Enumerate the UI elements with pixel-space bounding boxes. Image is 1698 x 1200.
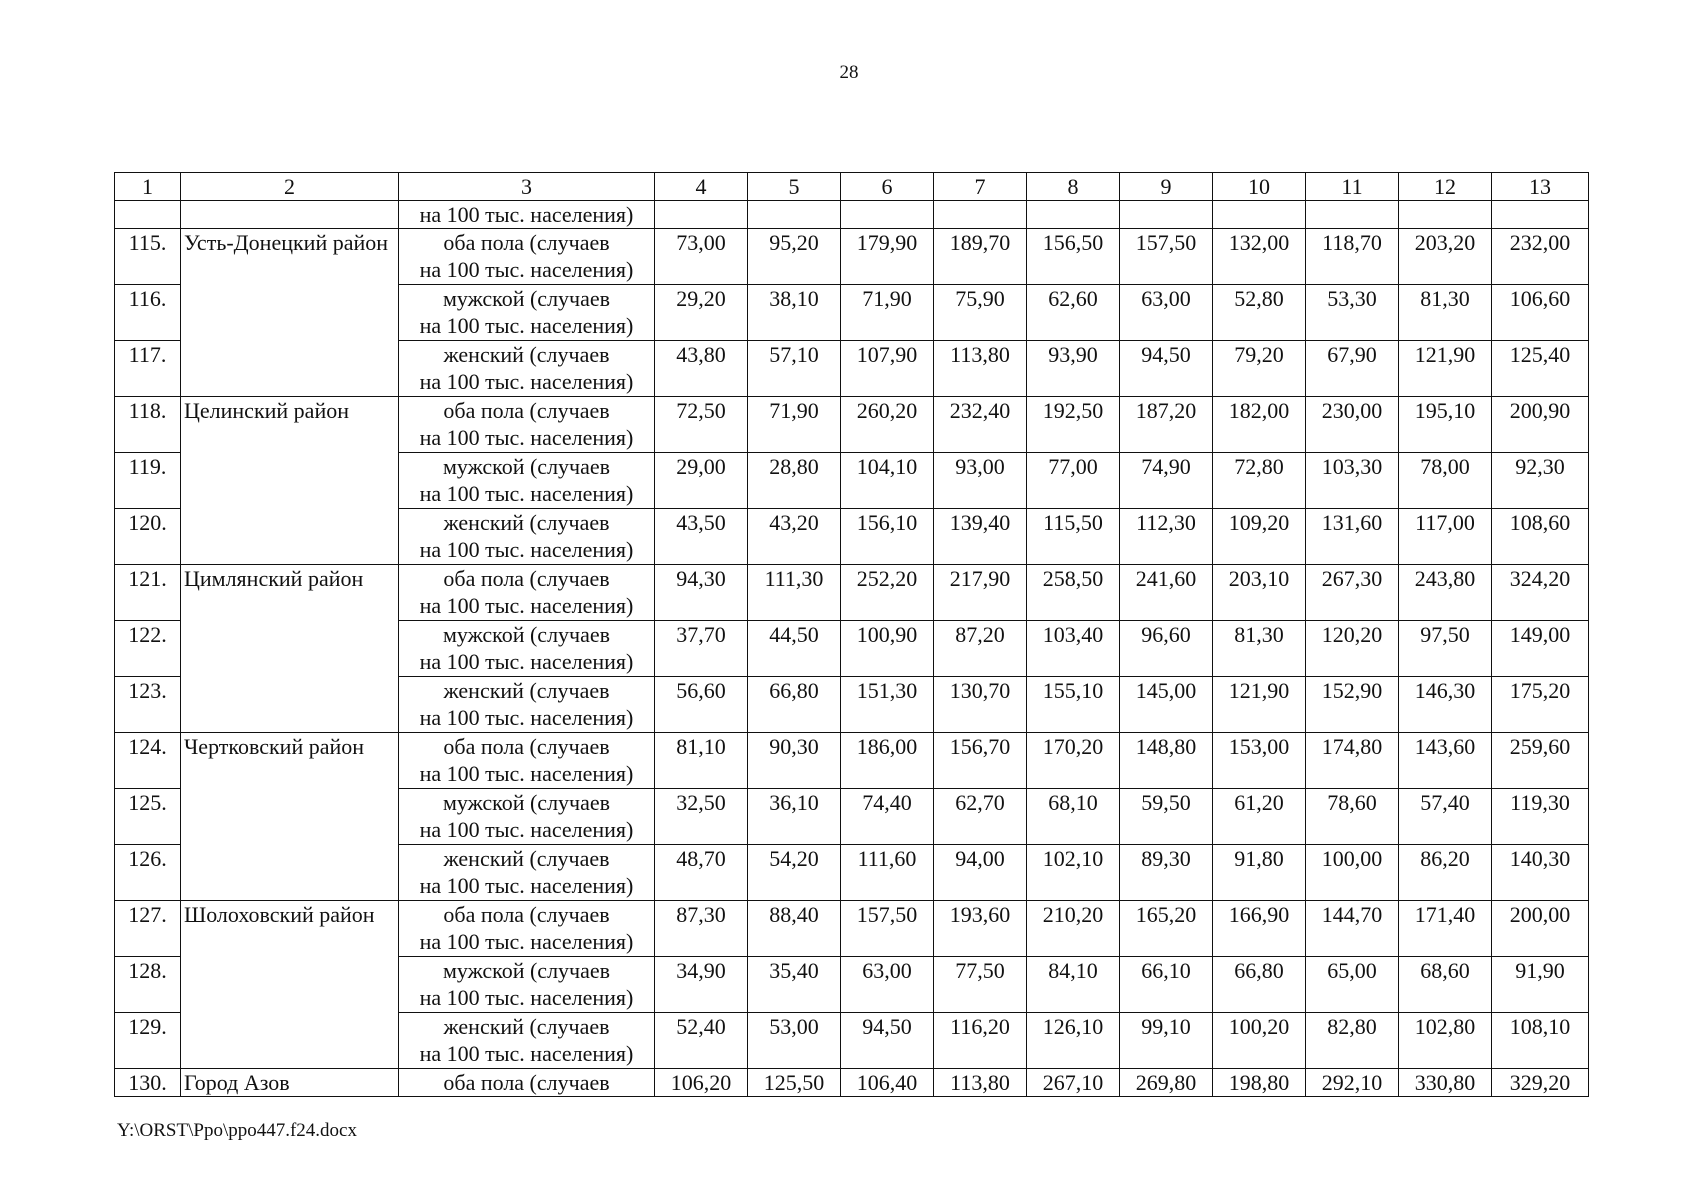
cell-value: 179,90 xyxy=(841,229,934,285)
cell-value: 44,50 xyxy=(748,621,841,677)
indicator-line: оба пола (случаев xyxy=(443,734,610,759)
cell-value: 63,00 xyxy=(1120,285,1213,341)
cell-value: 100,20 xyxy=(1213,1013,1306,1069)
cell-num: 116. xyxy=(115,285,181,341)
cell-value xyxy=(1027,201,1120,229)
cell-value xyxy=(841,201,934,229)
cell-num: 120. xyxy=(115,509,181,565)
indicator-line: на 100 тыс. населения) xyxy=(419,593,634,618)
cell-region: Цимлянский район xyxy=(181,565,399,733)
cell-value: 145,00 xyxy=(1120,677,1213,733)
column-header: 3 xyxy=(399,173,655,201)
cell-value: 95,20 xyxy=(748,229,841,285)
cell-indicator xyxy=(399,901,655,957)
table-row xyxy=(115,901,1589,957)
column-header: 13 xyxy=(1492,173,1589,201)
cell-value: 143,60 xyxy=(1399,733,1492,789)
cell-value: 68,10 xyxy=(1027,789,1120,845)
cell-value: 106,40 xyxy=(841,1069,934,1097)
indicator-line: женский (случаев xyxy=(443,846,610,871)
indicator-line: женский (случаев xyxy=(443,510,610,535)
cell-value: 113,80 xyxy=(934,341,1027,397)
indicator-line: на 100 тыс. населения) xyxy=(419,929,634,954)
cell-value: 93,90 xyxy=(1027,341,1120,397)
cell-value: 243,80 xyxy=(1399,565,1492,621)
cell-value: 203,10 xyxy=(1213,565,1306,621)
cell-num: 127. xyxy=(115,901,181,957)
indicator-line: мужской (случаев xyxy=(442,622,611,647)
cell-value: 148,80 xyxy=(1120,733,1213,789)
cell-num: 115. xyxy=(115,229,181,285)
cell-value: 115,50 xyxy=(1027,509,1120,565)
cell-value: 149,00 xyxy=(1492,621,1589,677)
cell-value: 53,00 xyxy=(748,1013,841,1069)
cell-num: 121. xyxy=(115,565,181,621)
cell-value: 131,60 xyxy=(1306,509,1399,565)
cell-value: 28,80 xyxy=(748,453,841,509)
cell-region: Шолоховский район xyxy=(181,901,399,1069)
cell-value: 200,90 xyxy=(1492,397,1589,453)
cell-value: 37,70 xyxy=(655,621,748,677)
indicator-line: на 100 тыс. населения) xyxy=(419,817,634,842)
cell-indicator xyxy=(399,621,655,677)
indicator-line: оба пола (случаев xyxy=(443,1070,610,1095)
cell-indicator xyxy=(399,789,655,845)
indicator-line: на 100 тыс. населения) xyxy=(419,313,634,338)
cell-value: 78,00 xyxy=(1399,453,1492,509)
cell-num: 125. xyxy=(115,789,181,845)
indicator-line: на 100 тыс. населения) xyxy=(419,1041,634,1066)
cell-value: 125,40 xyxy=(1492,341,1589,397)
column-header: 10 xyxy=(1213,173,1306,201)
cell-value: 87,20 xyxy=(934,621,1027,677)
cell-value: 103,30 xyxy=(1306,453,1399,509)
cell-value: 182,00 xyxy=(1213,397,1306,453)
indicator-line: на 100 тыс. населения) xyxy=(419,425,634,450)
cell-num: 118. xyxy=(115,397,181,453)
cell-value: 153,00 xyxy=(1213,733,1306,789)
cell-value: 34,90 xyxy=(655,957,748,1013)
cell-num: 128. xyxy=(115,957,181,1013)
cell-value: 155,10 xyxy=(1027,677,1120,733)
cell-value: 260,20 xyxy=(841,397,934,453)
cell-value: 93,00 xyxy=(934,453,1027,509)
cell-value: 189,70 xyxy=(934,229,1027,285)
column-header: 11 xyxy=(1306,173,1399,201)
cell-value: 71,90 xyxy=(841,285,934,341)
cell-value: 329,20 xyxy=(1492,1069,1589,1097)
cell-value: 78,60 xyxy=(1306,789,1399,845)
cell-value: 52,80 xyxy=(1213,285,1306,341)
cell-value: 170,20 xyxy=(1027,733,1120,789)
cell-value: 97,50 xyxy=(1399,621,1492,677)
cell-indicator xyxy=(399,341,655,397)
cell-value: 94,30 xyxy=(655,565,748,621)
cell-value: 130,70 xyxy=(934,677,1027,733)
cell-indicator xyxy=(399,285,655,341)
cell-value: 241,60 xyxy=(1120,565,1213,621)
cell-value xyxy=(748,201,841,229)
cell-value: 35,40 xyxy=(748,957,841,1013)
cell-value: 89,30 xyxy=(1120,845,1213,901)
cell-value: 144,70 xyxy=(1306,901,1399,957)
cell-value: 52,40 xyxy=(655,1013,748,1069)
cell-num: 129. xyxy=(115,1013,181,1069)
cell-value: 36,10 xyxy=(748,789,841,845)
cell-value: 267,30 xyxy=(1306,565,1399,621)
column-header: 8 xyxy=(1027,173,1120,201)
cell-value: 74,40 xyxy=(841,789,934,845)
cell-num: 122. xyxy=(115,621,181,677)
cell-value: 109,20 xyxy=(1213,509,1306,565)
cell-value: 92,30 xyxy=(1492,453,1589,509)
cell-value: 121,90 xyxy=(1213,677,1306,733)
cell-value: 210,20 xyxy=(1027,901,1120,957)
cell-value: 186,00 xyxy=(841,733,934,789)
cell-value: 57,10 xyxy=(748,341,841,397)
cell-value: 82,80 xyxy=(1306,1013,1399,1069)
cell-value: 68,60 xyxy=(1399,957,1492,1013)
cell-value: 79,20 xyxy=(1213,341,1306,397)
indicator-line: женский (случаев xyxy=(443,678,610,703)
indicator-line: на 100 тыс. населения) xyxy=(419,257,634,282)
cell-value: 113,80 xyxy=(934,1069,1027,1097)
cell-value: 252,20 xyxy=(841,565,934,621)
cell-num xyxy=(115,201,181,229)
cell-value: 43,80 xyxy=(655,341,748,397)
cell-value: 140,30 xyxy=(1492,845,1589,901)
cell-value: 43,50 xyxy=(655,509,748,565)
indicator-line: мужской (случаев xyxy=(442,286,611,311)
cell-value: 192,50 xyxy=(1027,397,1120,453)
column-header: 9 xyxy=(1120,173,1213,201)
cell-value: 193,60 xyxy=(934,901,1027,957)
cell-value: 106,20 xyxy=(655,1069,748,1097)
cell-num: 126. xyxy=(115,845,181,901)
cell-value: 108,10 xyxy=(1492,1013,1589,1069)
cell-value: 66,10 xyxy=(1120,957,1213,1013)
indicator-line: на 100 тыс. населения) xyxy=(419,985,634,1010)
cell-value: 146,30 xyxy=(1399,677,1492,733)
cell-region: Усть-Донецкий район xyxy=(181,229,399,397)
indicator-line: на 100 тыс. населения) xyxy=(419,481,634,506)
indicator-line: на 100 тыс. населения) xyxy=(419,649,634,674)
cell-value: 152,90 xyxy=(1306,677,1399,733)
cell-value: 258,50 xyxy=(1027,565,1120,621)
cell-region: Чертковский район xyxy=(181,733,399,901)
cell-indicator xyxy=(399,509,655,565)
cell-value: 156,10 xyxy=(841,509,934,565)
cell-value: 106,60 xyxy=(1492,285,1589,341)
cell-value: 107,90 xyxy=(841,341,934,397)
cell-value: 66,80 xyxy=(1213,957,1306,1013)
cell-value: 53,30 xyxy=(1306,285,1399,341)
cell-value: 81,10 xyxy=(655,733,748,789)
cell-value xyxy=(655,201,748,229)
column-header: 5 xyxy=(748,173,841,201)
cell-indicator xyxy=(399,229,655,285)
cell-indicator xyxy=(399,565,655,621)
cell-indicator xyxy=(399,957,655,1013)
cell-value: 104,10 xyxy=(841,453,934,509)
cell-region xyxy=(181,201,399,229)
cell-value: 73,00 xyxy=(655,229,748,285)
cell-indicator: на 100 тыс. населения) xyxy=(399,201,655,229)
cell-indicator xyxy=(399,397,655,453)
cell-value: 230,00 xyxy=(1306,397,1399,453)
cell-value xyxy=(1492,201,1589,229)
cell-value: 232,40 xyxy=(934,397,1027,453)
cell-value: 67,90 xyxy=(1306,341,1399,397)
cell-value: 330,80 xyxy=(1399,1069,1492,1097)
cell-value xyxy=(1213,201,1306,229)
column-header: 7 xyxy=(934,173,1027,201)
cell-value: 71,90 xyxy=(748,397,841,453)
indicator-line: оба пола (случаев xyxy=(443,566,610,591)
cell-value: 57,40 xyxy=(1399,789,1492,845)
cell-value: 72,50 xyxy=(655,397,748,453)
column-header: 2 xyxy=(181,173,399,201)
cell-value: 96,60 xyxy=(1120,621,1213,677)
cell-value: 269,80 xyxy=(1120,1069,1213,1097)
cell-value: 324,20 xyxy=(1492,565,1589,621)
cell-value: 157,50 xyxy=(1120,229,1213,285)
cell-region: Город Азов xyxy=(181,1069,399,1097)
cell-value: 156,70 xyxy=(934,733,1027,789)
cell-value: 75,90 xyxy=(934,285,1027,341)
cell-value: 63,00 xyxy=(841,957,934,1013)
cell-value: 175,20 xyxy=(1492,677,1589,733)
cell-value: 90,30 xyxy=(748,733,841,789)
cell-indicator xyxy=(399,453,655,509)
indicator-line: оба пола (случаев xyxy=(443,902,610,927)
cell-value: 165,20 xyxy=(1120,901,1213,957)
cell-indicator xyxy=(399,1069,655,1097)
cell-value xyxy=(1306,201,1399,229)
indicator-line: женский (случаев xyxy=(443,342,610,367)
indicator-line: мужской (случаев xyxy=(442,790,611,815)
cell-value: 94,00 xyxy=(934,845,1027,901)
cell-value: 87,30 xyxy=(655,901,748,957)
cell-num: 119. xyxy=(115,453,181,509)
cell-value: 116,20 xyxy=(934,1013,1027,1069)
cell-value: 29,20 xyxy=(655,285,748,341)
cell-value: 195,10 xyxy=(1399,397,1492,453)
cell-value: 29,00 xyxy=(655,453,748,509)
column-header: 6 xyxy=(841,173,934,201)
cell-value: 99,10 xyxy=(1120,1013,1213,1069)
indicator-line: женский (случаев xyxy=(443,1014,610,1039)
cell-value: 217,90 xyxy=(934,565,1027,621)
data-table xyxy=(114,172,1589,1097)
cell-num: 117. xyxy=(115,341,181,397)
cell-value: 174,80 xyxy=(1306,733,1399,789)
cell-num: 123. xyxy=(115,677,181,733)
cell-value: 59,50 xyxy=(1120,789,1213,845)
cell-value xyxy=(1399,201,1492,229)
cell-indicator xyxy=(399,845,655,901)
cell-value: 77,00 xyxy=(1027,453,1120,509)
cell-value: 200,00 xyxy=(1492,901,1589,957)
cell-value: 126,10 xyxy=(1027,1013,1120,1069)
table-row xyxy=(115,733,1589,789)
cell-value: 112,30 xyxy=(1120,509,1213,565)
cell-value: 66,80 xyxy=(748,677,841,733)
indicator-line: мужской (случаев xyxy=(442,958,611,983)
indicator-line: на 100 тыс. населения) xyxy=(419,369,634,394)
cell-value: 32,50 xyxy=(655,789,748,845)
cell-value: 94,50 xyxy=(1120,341,1213,397)
cell-value xyxy=(934,201,1027,229)
cell-value: 259,60 xyxy=(1492,733,1589,789)
cell-value: 103,40 xyxy=(1027,621,1120,677)
cell-value: 43,20 xyxy=(748,509,841,565)
cell-value: 56,60 xyxy=(655,677,748,733)
cell-value: 119,30 xyxy=(1492,789,1589,845)
cell-value: 84,10 xyxy=(1027,957,1120,1013)
cell-value: 100,90 xyxy=(841,621,934,677)
cell-value: 118,70 xyxy=(1306,229,1399,285)
cell-value: 54,20 xyxy=(748,845,841,901)
cell-num: 124. xyxy=(115,733,181,789)
column-header: 12 xyxy=(1399,173,1492,201)
cell-value: 139,40 xyxy=(934,509,1027,565)
table-row xyxy=(115,229,1589,285)
cell-value: 120,20 xyxy=(1306,621,1399,677)
page-number: 28 xyxy=(839,62,859,83)
cell-value xyxy=(1120,201,1213,229)
cell-value: 81,30 xyxy=(1213,621,1306,677)
continuation-row xyxy=(115,201,1589,229)
indicator-line: на 100 тыс. населения) xyxy=(419,873,634,898)
cell-value: 203,20 xyxy=(1399,229,1492,285)
cell-value: 62,60 xyxy=(1027,285,1120,341)
table-row xyxy=(115,1069,1589,1097)
cell-value: 198,80 xyxy=(1213,1069,1306,1097)
cell-value: 91,90 xyxy=(1492,957,1589,1013)
indicator-line: на 100 тыс. населения) xyxy=(419,537,634,562)
cell-indicator xyxy=(399,677,655,733)
cell-value: 171,40 xyxy=(1399,901,1492,957)
cell-value: 151,30 xyxy=(841,677,934,733)
column-header: 1 xyxy=(115,173,181,201)
cell-value: 61,20 xyxy=(1213,789,1306,845)
header-row xyxy=(115,173,1589,201)
cell-indicator xyxy=(399,733,655,789)
cell-value: 232,00 xyxy=(1492,229,1589,285)
cell-value: 88,40 xyxy=(748,901,841,957)
cell-value: 81,30 xyxy=(1399,285,1492,341)
table-row xyxy=(115,397,1589,453)
cell-value: 94,50 xyxy=(841,1013,934,1069)
indicator-line: оба пола (случаев xyxy=(443,230,610,255)
cell-indicator xyxy=(399,1013,655,1069)
cell-value: 111,60 xyxy=(841,845,934,901)
cell-value: 72,80 xyxy=(1213,453,1306,509)
indicator-line: оба пола (случаев xyxy=(443,398,610,423)
cell-value: 86,20 xyxy=(1399,845,1492,901)
cell-value: 267,10 xyxy=(1027,1069,1120,1097)
indicator-line: на 100 тыс. населения) xyxy=(419,761,634,786)
cell-region: Целинский район xyxy=(181,397,399,565)
cell-value: 102,80 xyxy=(1399,1013,1492,1069)
table-body xyxy=(115,201,1589,1097)
table-row xyxy=(115,565,1589,621)
cell-value: 292,10 xyxy=(1306,1069,1399,1097)
cell-value: 156,50 xyxy=(1027,229,1120,285)
column-header: 4 xyxy=(655,173,748,201)
indicator-line: мужской (случаев xyxy=(442,454,611,479)
cell-value: 38,10 xyxy=(748,285,841,341)
cell-value: 62,70 xyxy=(934,789,1027,845)
cell-value: 117,00 xyxy=(1399,509,1492,565)
cell-value: 65,00 xyxy=(1306,957,1399,1013)
cell-value: 111,30 xyxy=(748,565,841,621)
cell-value: 102,10 xyxy=(1027,845,1120,901)
cell-value: 74,90 xyxy=(1120,453,1213,509)
cell-value: 125,50 xyxy=(748,1069,841,1097)
cell-value: 48,70 xyxy=(655,845,748,901)
cell-value: 100,00 xyxy=(1306,845,1399,901)
indicator-line: на 100 тыс. населения) xyxy=(419,705,634,730)
cell-value: 91,80 xyxy=(1213,845,1306,901)
cell-value: 187,20 xyxy=(1120,397,1213,453)
cell-value: 157,50 xyxy=(841,901,934,957)
cell-value: 121,90 xyxy=(1399,341,1492,397)
cell-value: 132,00 xyxy=(1213,229,1306,285)
cell-num: 130. xyxy=(115,1069,181,1097)
cell-value: 77,50 xyxy=(934,957,1027,1013)
footer-file-path: Y:\ORST\Ppo\ppo447.f24.docx xyxy=(117,1120,357,1141)
cell-value: 108,60 xyxy=(1492,509,1589,565)
cell-value: 166,90 xyxy=(1213,901,1306,957)
